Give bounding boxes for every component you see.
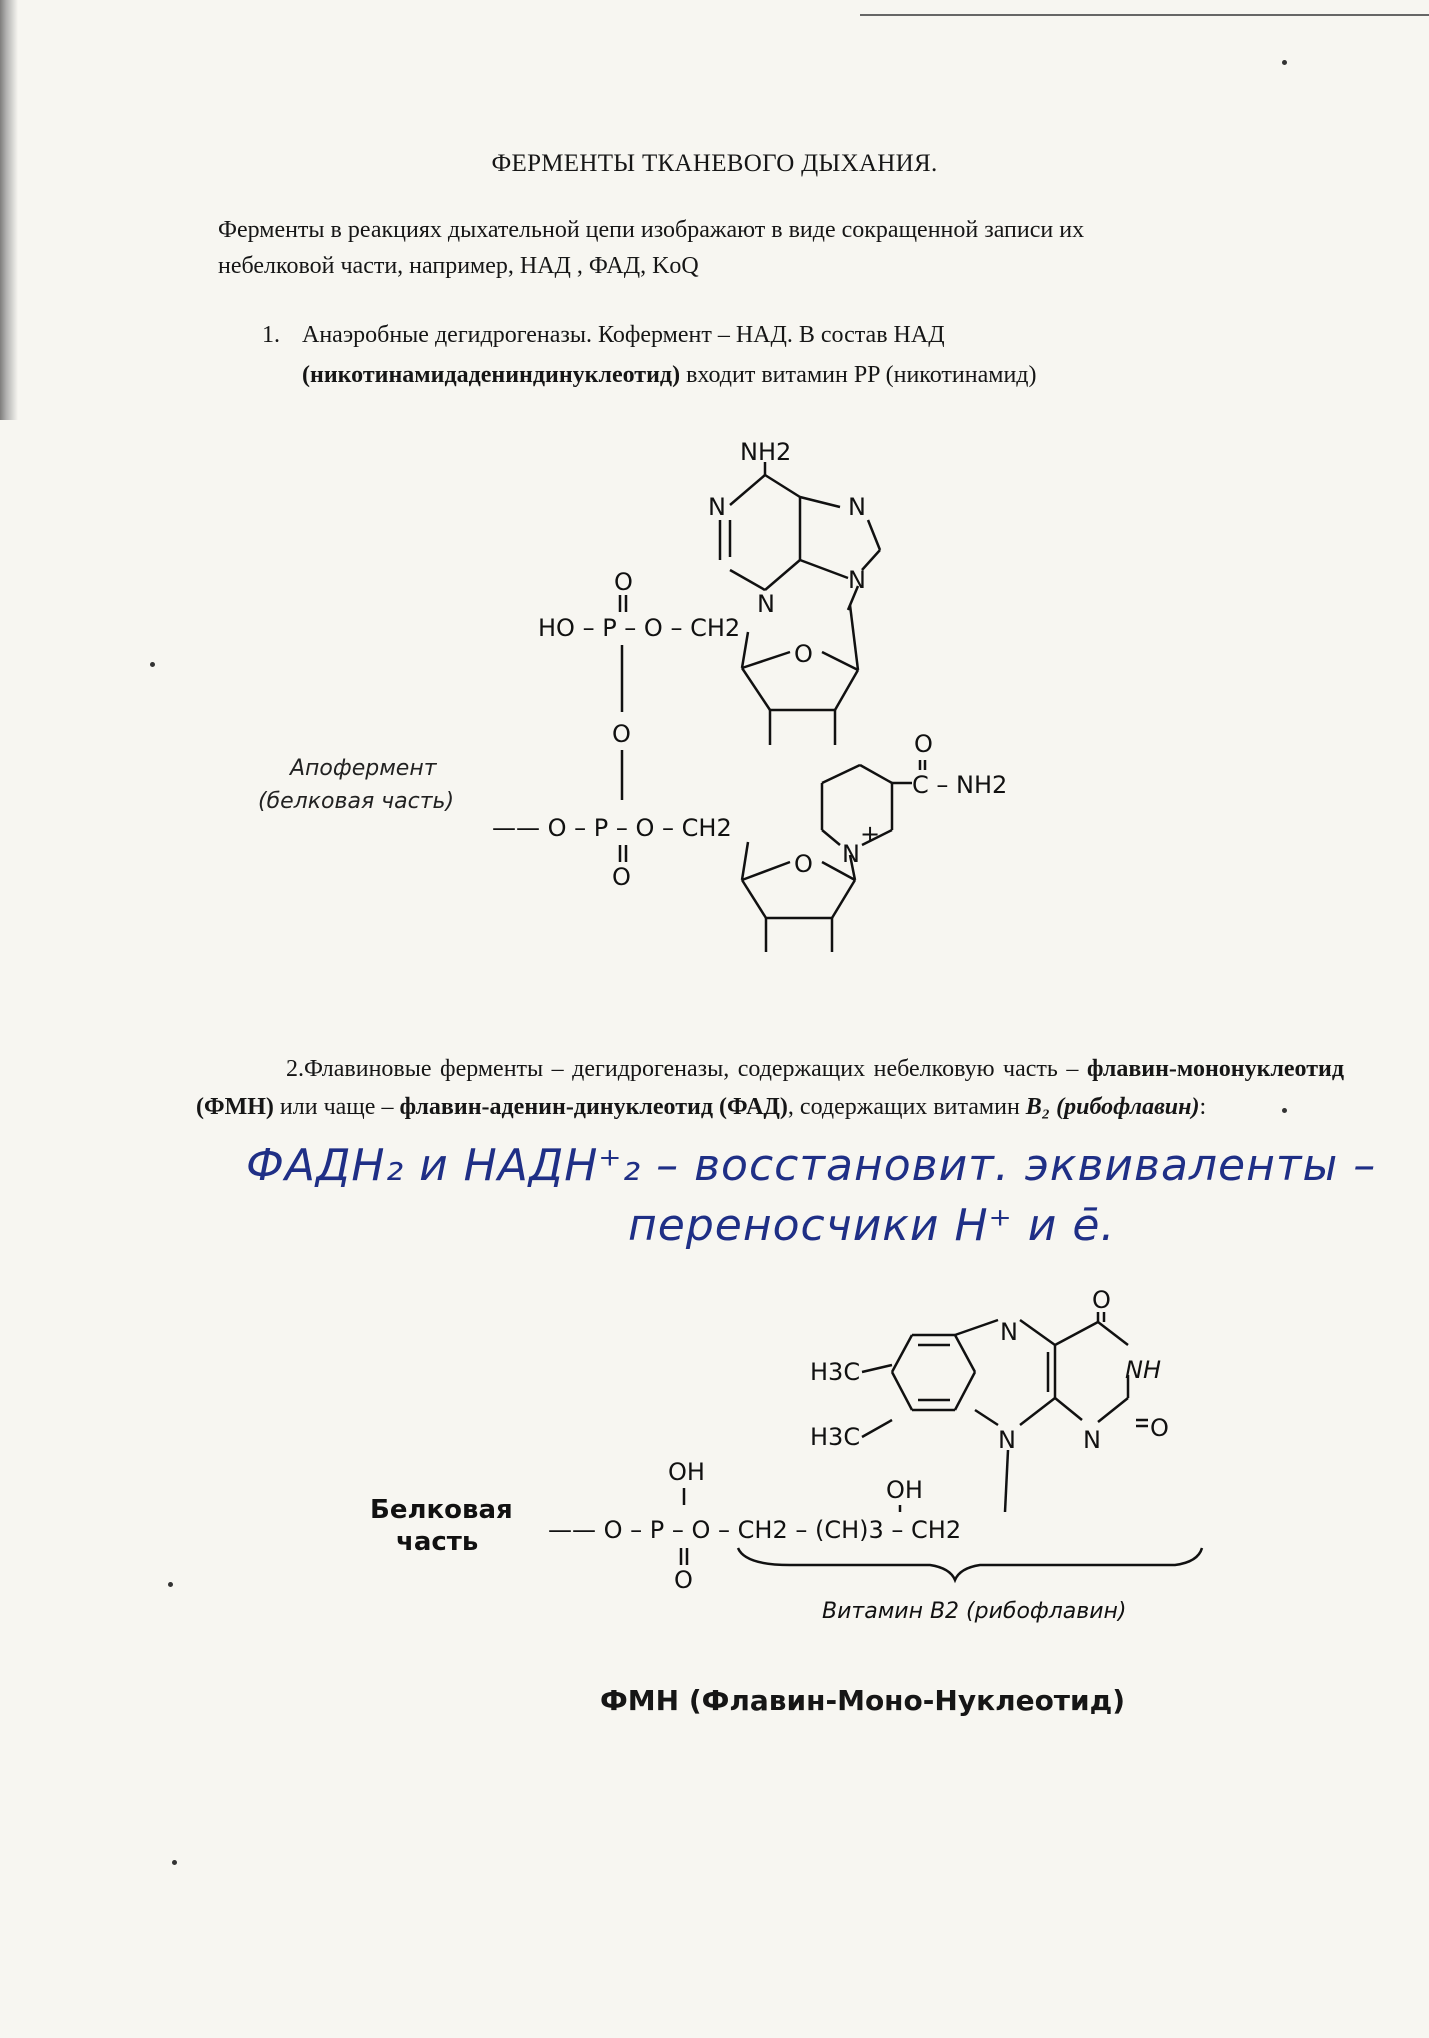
pyridinium-n: N <box>842 840 860 868</box>
imide-nh: NH <box>1125 1356 1161 1384</box>
amide-oxygen: O <box>914 730 933 758</box>
pyrazine-n-top: N <box>1000 1318 1018 1346</box>
protein-part-label-2: часть <box>396 1527 479 1557</box>
adenine-n2: N <box>848 493 866 521</box>
vitamin-b2-label: Витамин B2 (рибофлавин) <box>822 1599 1127 1624</box>
handwritten-note-line-2: переносчики H⁺ и ē. <box>628 1200 1116 1251</box>
apoenzyme-sublabel: (белковая часть) <box>258 789 455 814</box>
nh2-top-label: NH2 <box>740 438 792 466</box>
phosphate-o-bottom: O <box>674 1566 693 1594</box>
scan-speck <box>1282 60 1287 65</box>
scan-speck <box>168 1582 173 1587</box>
upper-phosphate-o: O <box>614 568 633 596</box>
vitamin-b2-name: B₂ (рибофлавин) <box>1025 1094 1200 1120</box>
list-item-number: 1. <box>262 322 280 348</box>
scan-speck <box>172 1860 177 1865</box>
handwritten-note-line-1: ФАДН₂ и НАДН⁺₂ – восстановит. эквиваленты – <box>246 1140 1377 1191</box>
page-title: ФЕРМЕНТЫ ТКАНЕВОГО ДЫХАНИЯ. <box>491 150 938 177</box>
phosphate-oh: OH <box>668 1458 705 1486</box>
scan-speck <box>150 662 155 667</box>
bridge-oxygen: O <box>612 720 631 748</box>
para2-text-end: : <box>1199 1094 1207 1120</box>
nad-full-name: (никотинамидадениндинуклеотид) <box>302 362 681 388</box>
vitamin-brace <box>738 1548 1202 1580</box>
adenine-n3: N <box>757 590 775 618</box>
methyl-1: H3C <box>810 1358 861 1386</box>
para2-text-mid: или чаще – <box>273 1094 400 1120</box>
n10: N <box>998 1426 1016 1454</box>
fmn-caption: ФМН (Флавин-Моно-Нуклеотид) <box>600 1684 1126 1717</box>
fad-name: флавин-аденин-динуклеотид (ФАД) <box>399 1094 788 1120</box>
para2-text-post: , содержащих витамин <box>787 1094 1026 1120</box>
list-item-line-1: Анаэробные дегидрогеназы. Кофермент – НАД. В состав НАД <box>302 322 945 348</box>
adenine-n4: N <box>848 566 866 594</box>
lower-phosphate-chain: —— O – P – O – CH2 <box>492 814 732 842</box>
protein-part-label-1: Белковая <box>370 1495 513 1525</box>
lower-phosphate-o: O <box>612 863 631 891</box>
methyl-2: H3C <box>810 1423 861 1451</box>
scan-speck <box>1282 1108 1287 1113</box>
amide-group: C – NH2 <box>912 771 1008 799</box>
adenine-n1: N <box>708 493 726 521</box>
ribose-1-oxygen: O <box>794 640 813 668</box>
pyridinium-charge: + <box>860 820 881 848</box>
ribose-2-oxygen: O <box>794 850 813 878</box>
vitamin-pp-text: входит витамин PP (никотинамид) <box>680 362 1037 388</box>
upper-phosphate-chain: HO – P – O – CH2 <box>538 614 741 642</box>
pyrimidine-n: N <box>1083 1426 1101 1454</box>
para2-text-pre: 2.Флавиновые ферменты – дегидрогеназы, содержащих небелковую часть – <box>286 1056 1087 1082</box>
fmn-chain: —— O – P – O – CH2 – (CH)3 – CH2 <box>548 1516 962 1544</box>
carbonyl-o-top: O <box>1092 1286 1111 1314</box>
ribityl-oh: OH <box>886 1476 923 1504</box>
apoenzyme-label: Апофермент <box>290 756 437 781</box>
fmn-name: флавин-мононуклеотид (ФМН) <box>196 1056 1344 1120</box>
carbonyl-o-right: O <box>1150 1414 1169 1442</box>
intro-line-2: небелковой части, например, НАД , ФАД, KoQ <box>218 253 699 279</box>
intro-line-1: Ферменты в реакциях дыхательной цепи изображают в виде сокращенной записи их <box>218 217 1085 243</box>
